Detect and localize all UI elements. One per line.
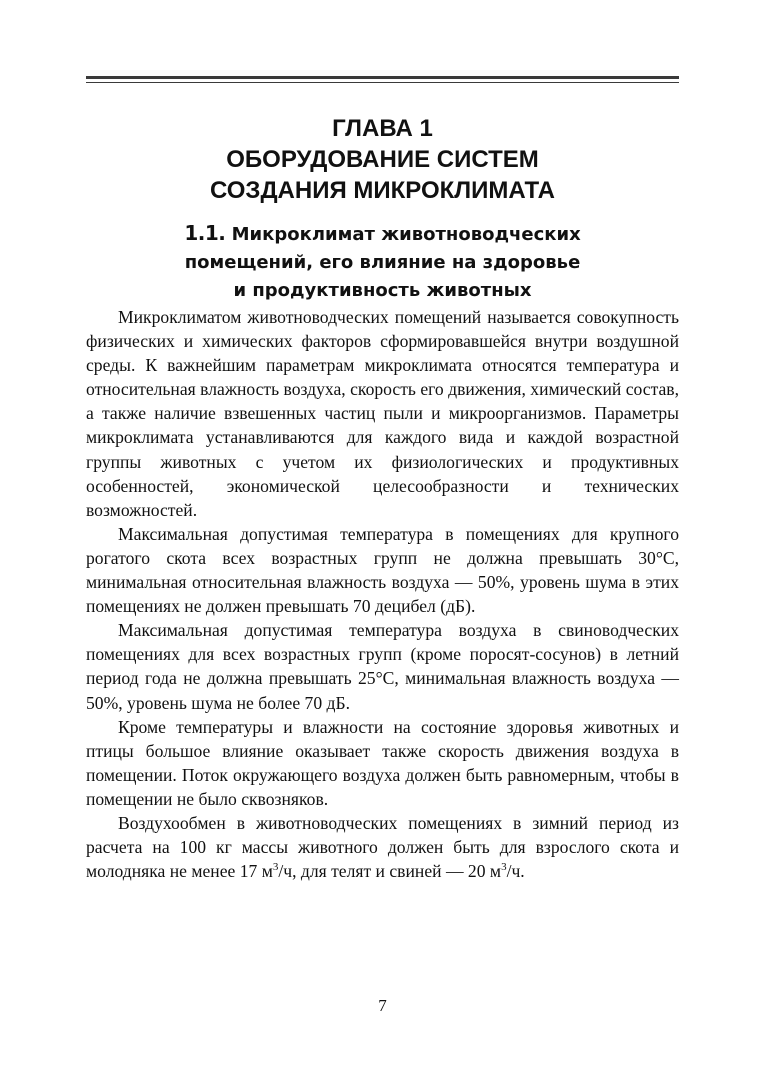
chapter-heading xyxy=(86,113,679,206)
superscript-cubed-1: 3 xyxy=(272,861,279,874)
header-rule-thick xyxy=(86,76,679,79)
section-title-line-2: помещений, его влияние на здоровье xyxy=(184,252,581,273)
body-text xyxy=(86,305,679,883)
superscript-cubed-2: 3 xyxy=(501,861,507,874)
section-title-line-1: Микроклимат животноводческих xyxy=(231,224,581,245)
section-number: 1.1. xyxy=(184,221,226,245)
page-number: 7 xyxy=(378,996,387,1015)
paragraph-4: Кроме температуры и влажности на состояние здоровья животных и птицы большое влияние оказывает также скорость движения воздуха в помещении. Поток окружающего воздуха должен быть равномерным, чтобы в помещении не было сквозняков. xyxy=(86,716,679,809)
header-rule-thin xyxy=(86,82,679,83)
paragraph-5-part-2: /ч, для телят и свиней — 20 м xyxy=(278,861,502,882)
chapter-number: ГЛАВА 1 xyxy=(332,115,433,142)
paragraph-5-part-1: Воздухообмен в животноводческих помещениях в зимний период из расчета на 100 кг массы животного должен быть для взрослого скота и молодняка не менее 17 м xyxy=(86,812,679,882)
paragraph-1: Микроклиматом животноводческих помещений называется совокупность физических и химических факторов сформировавшейся внутри воздушной среды. К важнейшим параметрам микроклимата относятся температура и относительная влажность воздуха, скорость его движения, химический состав, а также наличие взвешенных частиц пыли и микроорганизмов. Параметры микроклимата устанавливаются для каждого вида и каждой возрастной группы животных с учетом их физиологических и продуктивных особенностей, экономической целесообразности и технических возможностей. xyxy=(86,307,679,520)
paragraph-5 xyxy=(86,811,679,883)
section-title-line-3: и продуктивность животных xyxy=(233,280,532,301)
paragraph-2: Максимальная допустимая температура в помещениях для крупного рогатого скота всех возрастных групп не должна превышать 30°C, минимальная относительная влажность воздуха — 50%, уровень шума в этих помещениях не должен превышать 70 децибел (дБ). xyxy=(86,523,679,617)
paragraph-5-part-3: /ч. xyxy=(506,861,525,882)
chapter-title-line-1: ОБОРУДОВАНИЕ СИСТЕМ xyxy=(226,146,539,173)
chapter-title-line-2: СОЗДАНИЯ МИКРОКЛИМАТА xyxy=(210,177,555,204)
paragraph-3: Максимальная допустимая температура воздуха в свиноводческих помещениях для всех возрастных групп (кроме поросят-сосунов) в летний период года не должна превышать 25°C, минимальная влажность воздуха — 50%, уровень шума не более 70 дБ. xyxy=(86,620,679,713)
section-heading xyxy=(86,219,679,305)
